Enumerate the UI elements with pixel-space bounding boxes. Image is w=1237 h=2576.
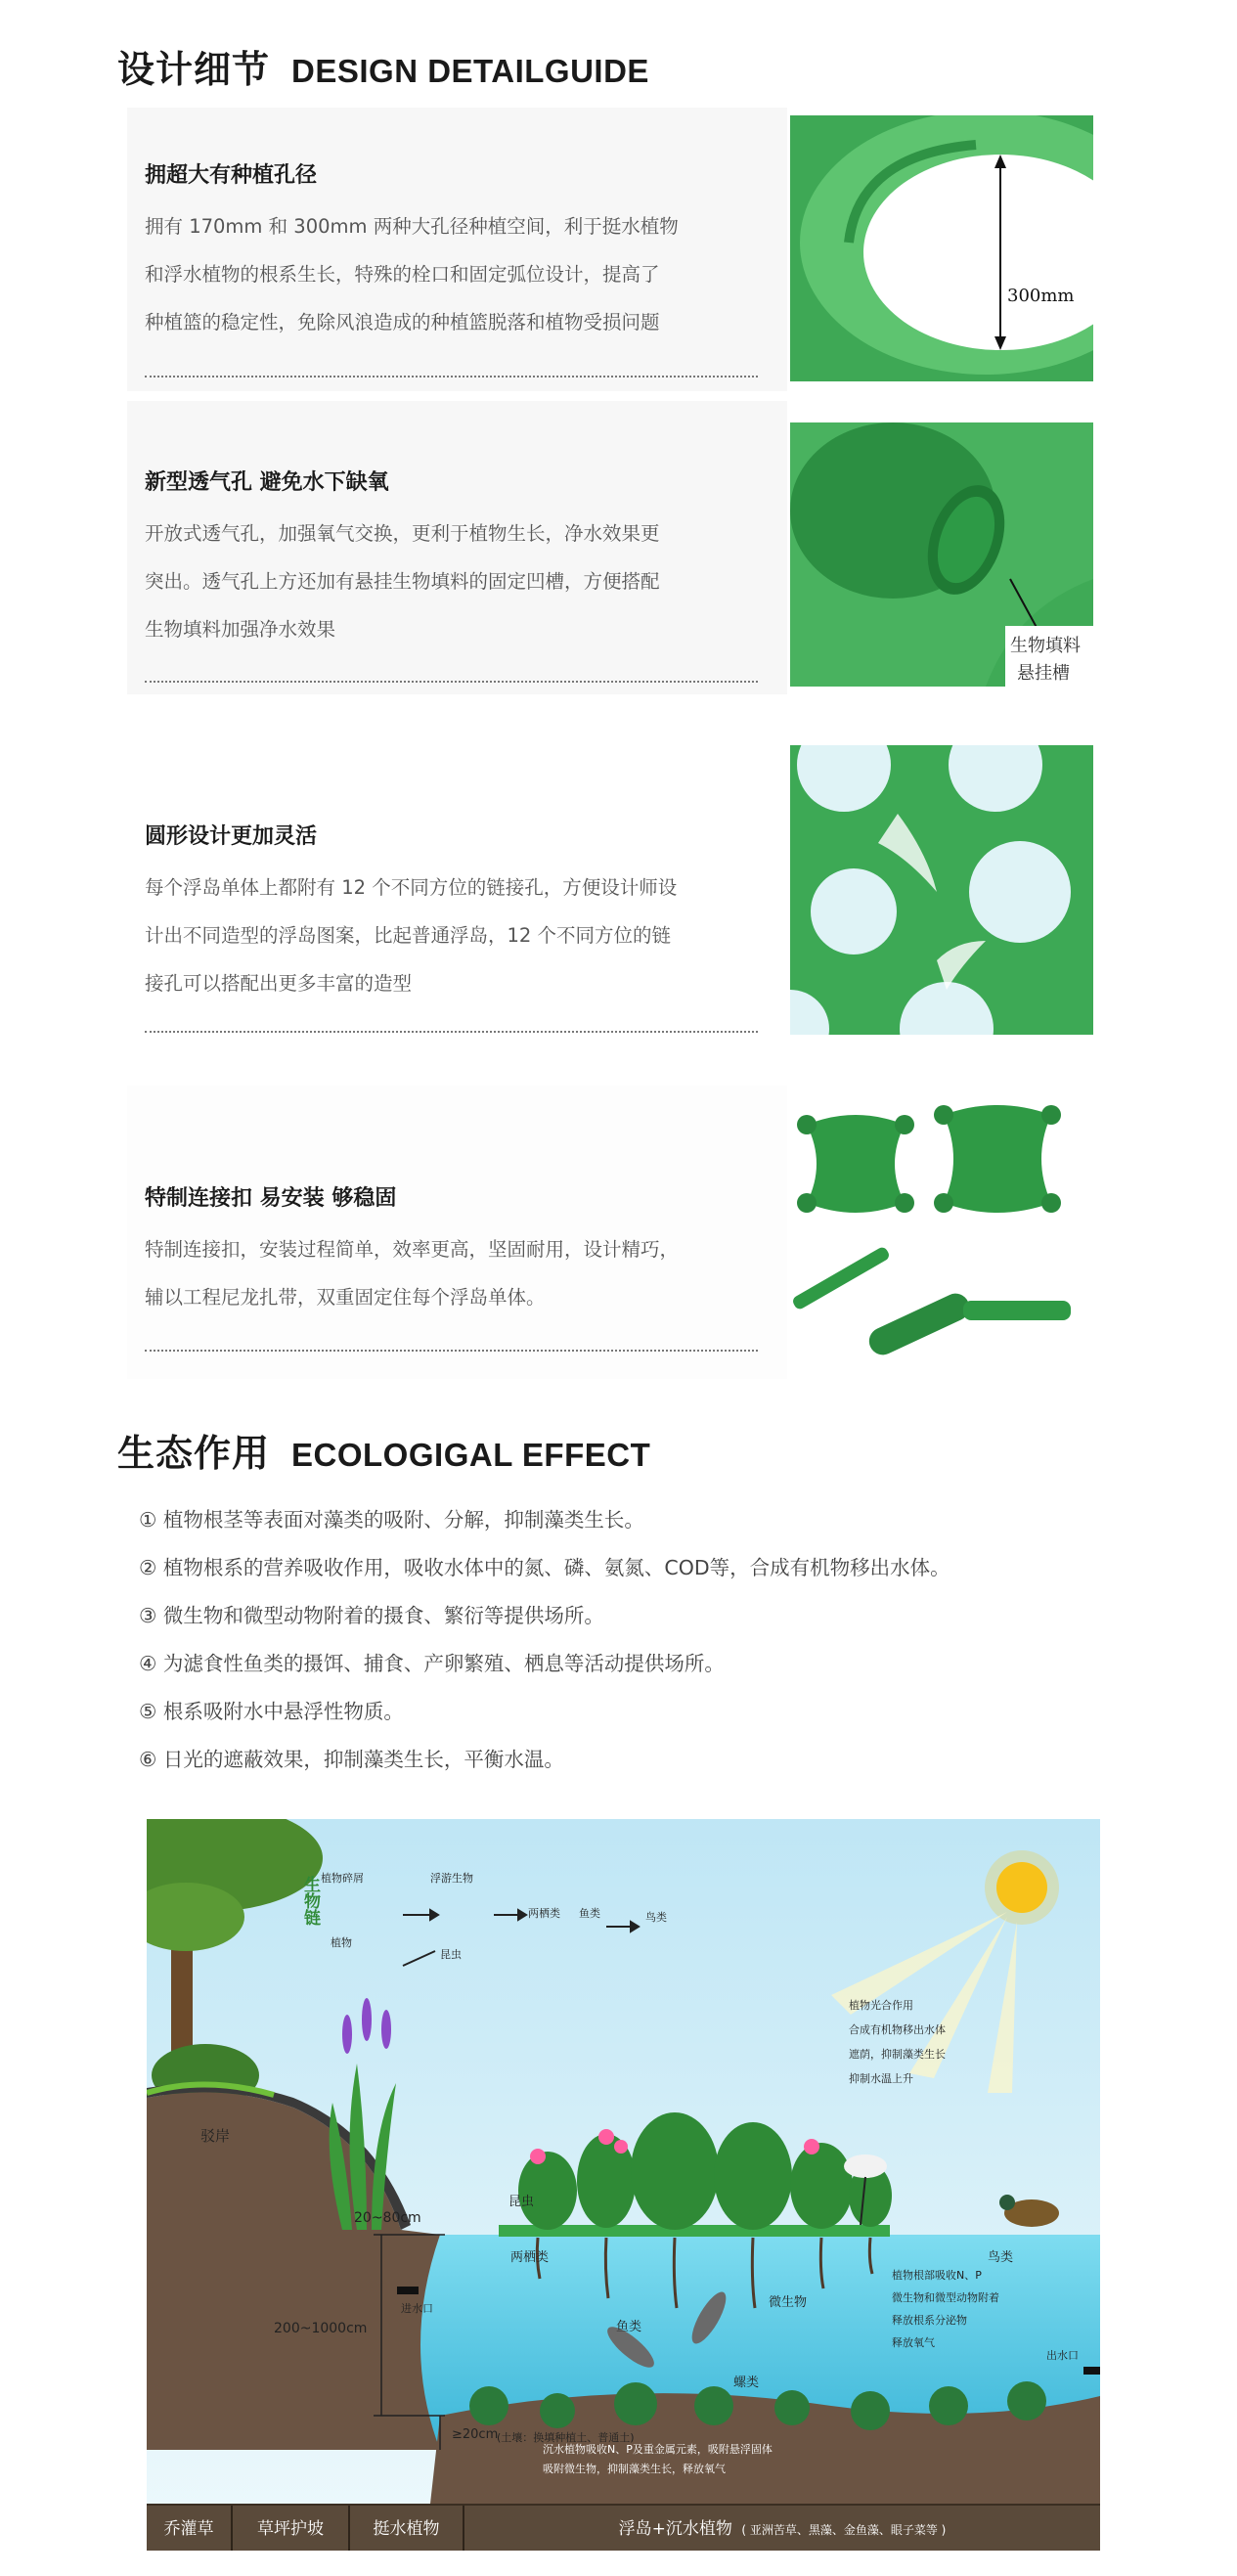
photo-round-design xyxy=(790,745,1093,1035)
label-fish: 鱼类 xyxy=(616,2320,642,2334)
feature-line: 拥有 170mm 和 300mm 两种大孔径种植空间，利于挺水植物 xyxy=(145,215,679,238)
roots-line: 释放根系分泌物 xyxy=(892,2314,967,2327)
chain-plankton: 浮游生物 xyxy=(430,1872,473,1885)
photo-connector xyxy=(787,1086,1110,1408)
photo-label-hanging-groove: 悬挂槽 xyxy=(1017,663,1070,684)
air-hole-illustration xyxy=(790,422,1093,687)
list-item: ⑤ 根系吸附水中悬浮性物质。 xyxy=(139,1700,404,1723)
feature-line: 接孔可以搭配出更多丰富的造型 xyxy=(145,972,413,995)
feature-title: 特制连接扣 易安装 够稳固 xyxy=(145,1186,397,1211)
chain-fish: 鱼类 xyxy=(579,1907,600,1920)
photosynthesis-line: 植物光合作用 xyxy=(849,1999,913,2012)
roots-line: 微生物和微型动物附着 xyxy=(892,2291,999,2304)
feature-card-planting-hole xyxy=(127,108,787,391)
feature-line: 种植篮的稳定性，免除风浪造成的种植篮脱落和植物受损问题 xyxy=(145,311,660,333)
ecosystem-diagram xyxy=(147,1819,1100,2551)
feature-title: 拥超大有种植孔径 xyxy=(145,163,318,188)
feature-line: 特制连接扣，安装过程简单，效率更高，坚固耐用，设计精巧， xyxy=(145,1238,680,1261)
submerged-line: 沉水植物吸收N、P及重金属元素，吸附悬浮固体 xyxy=(543,2443,773,2456)
bottom-seg-emergent: 挺水植物 xyxy=(350,2506,464,2551)
feature-line: 每个浮岛单体上都附有 12 个不同方位的链接孔，方便设计师设 xyxy=(145,876,678,899)
dotted-divider xyxy=(145,1350,758,1352)
chain-amphibian: 两栖类 xyxy=(528,1907,560,1920)
feature-line: 和浮水植物的根系生长，特殊的栓口和固定弧位设计，提高了 xyxy=(145,263,660,286)
label-insect: 昆虫 xyxy=(508,2195,535,2209)
feature-title: 圆形设计更加灵活 xyxy=(145,824,318,849)
feature-line: 生物填料加强净水效果 xyxy=(145,618,336,641)
bottom-seg-island xyxy=(464,2506,1100,2551)
photosynthesis-line: 合成有机物移出水体 xyxy=(849,2023,946,2036)
chain-plant: 植物 xyxy=(331,1936,352,1949)
list-item: ③ 微生物和微型动物附着的摄食、繁衍等提供场所。 xyxy=(139,1604,604,1627)
label-outlet: 出水口 xyxy=(1046,2349,1079,2362)
bottom-seg-shrub: 乔灌草 xyxy=(147,2506,233,2551)
list-item: ② 植物根系的营养吸收作用，吸收水体中的氮、磷、氨氮、COD等，合成有机物移出水体。 xyxy=(139,1556,950,1579)
feature-card-connector xyxy=(127,1086,787,1379)
chain-bird: 鸟类 xyxy=(645,1911,667,1924)
submerged-line: 吸附微生物，抑制藻类生长，释放氧气 xyxy=(543,2463,726,2475)
bottom-island-label: 浮岛+沉水植物 xyxy=(618,2519,732,2539)
label-depth-3: ≥20cm xyxy=(452,2427,499,2442)
feature-card-round-design xyxy=(127,743,787,1037)
food-chain-title: 生物链 xyxy=(300,1876,320,1926)
label-snail: 螺类 xyxy=(733,2376,760,2390)
label-amphibian: 两栖类 xyxy=(510,2250,550,2265)
photosynthesis-line: 遮荫，抑制藻类生长 xyxy=(849,2048,946,2061)
feature-line: 计出不同造型的浮岛图案，比起普通浮岛，12 个不同方位的链 xyxy=(145,924,672,947)
design-section-title xyxy=(117,39,649,93)
photo-planting-hole xyxy=(790,115,1093,381)
chain-plant-debris: 植物碎屑 xyxy=(321,1872,364,1885)
connector-illustration xyxy=(787,1086,1110,1408)
diagram-bottom-bar xyxy=(147,2504,1100,2551)
dotted-divider xyxy=(145,1031,758,1033)
chain-insect: 昆虫 xyxy=(440,1948,462,1961)
feature-card-air-hole xyxy=(127,401,787,694)
roots-line: 释放氧气 xyxy=(892,2336,935,2349)
eco-effect-list xyxy=(139,1496,950,1784)
label-micro: 微生物 xyxy=(769,2295,808,2310)
round-design-illustration xyxy=(790,745,1093,1035)
photo-label-bio-filler: 生物填料 xyxy=(1010,636,1081,656)
label-bank: 驳岸 xyxy=(200,2127,231,2145)
eco-title-en: ECOLOGIGAL EFFECT xyxy=(291,1437,651,1473)
feature-line: 开放式透气孔，加强氧气交换，更利于植物生长，净水效果更 xyxy=(145,522,660,545)
bottom-seg-lawn: 草坪护坡 xyxy=(233,2506,350,2551)
bottom-island-note: ( 亚洲苦草、黑藻、金鱼藻、眼子菜等 ) xyxy=(741,2523,947,2537)
label-depth-1: 20~80cm xyxy=(354,2210,421,2226)
roots-line: 植物根部吸收N、P xyxy=(892,2269,982,2282)
heron-icon xyxy=(844,2154,887,2178)
feature-title: 新型透气孔 避免水下缺氧 xyxy=(145,470,389,495)
dotted-divider xyxy=(145,681,758,683)
dotted-divider xyxy=(145,376,758,378)
design-title-en: DESIGN DETAILGUIDE xyxy=(291,53,649,89)
design-title-cn: 设计细节 xyxy=(117,48,271,91)
feature-line: 辅以工程尼龙扎带，双重固定住每个浮岛单体。 xyxy=(145,1286,546,1309)
planting-hole-illustration xyxy=(790,115,1093,381)
photosynthesis-line: 抑制水温上升 xyxy=(849,2072,913,2085)
list-item: ① 植物根茎等表面对藻类的吸附、分解，抑制藻类生长。 xyxy=(139,1508,644,1532)
photo-air-hole xyxy=(790,422,1093,687)
photo-label-300mm: 300mm xyxy=(1007,286,1075,306)
list-item: ④ 为滤食性鱼类的摄饵、捕食、产卵繁殖、栖息等活动提供场所。 xyxy=(139,1652,725,1675)
label-depth-2: 200~1000cm xyxy=(274,2321,368,2336)
eco-title-cn: 生态作用 xyxy=(117,1432,271,1475)
list-item: ⑥ 日光的遮蔽效果，抑制藻类生长，平衡水温。 xyxy=(139,1748,564,1771)
label-soil-note: (土壤：换填种植土、普通土) xyxy=(497,2431,635,2444)
feature-line: 突出。透气孔上方还加有悬挂生物填料的固定凹槽，方便搭配 xyxy=(145,570,660,593)
eco-section-title xyxy=(117,1423,650,1477)
label-inlet: 进水口 xyxy=(401,2302,433,2315)
label-bird: 鸟类 xyxy=(988,2250,1014,2265)
